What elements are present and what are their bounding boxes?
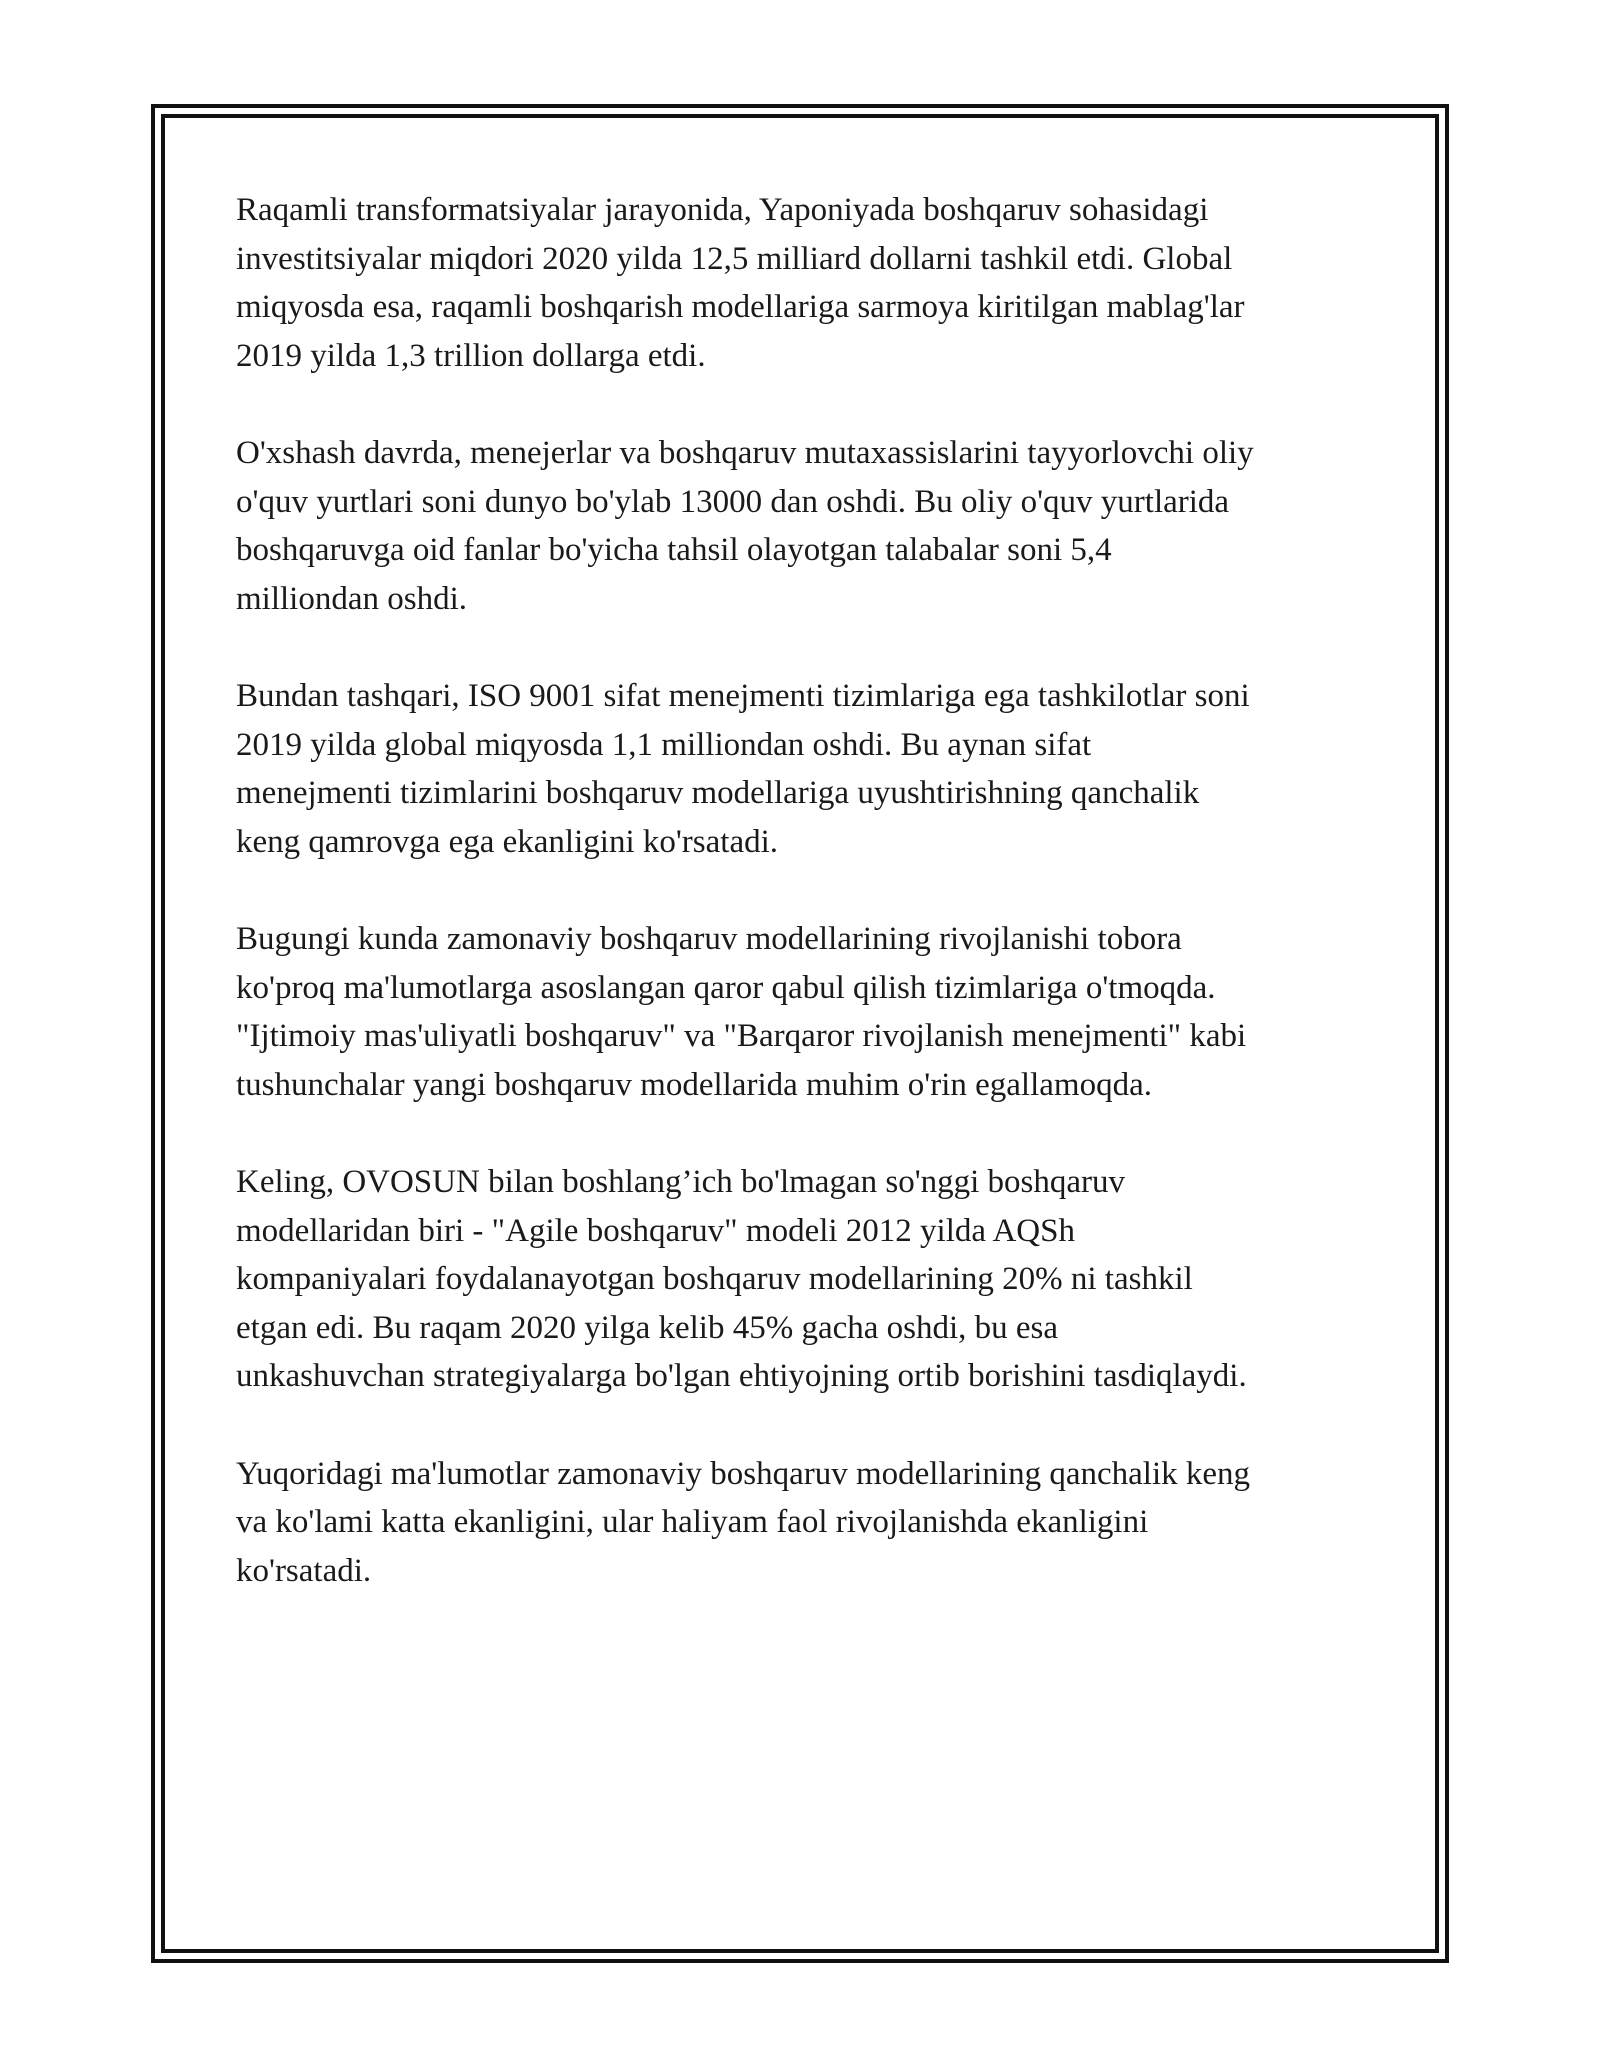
paragraph-3 — [236, 672, 1376, 866]
text-line: O'xshash davrda, menejerlar va boshqaruv mutaxassislarini tayyorlovchi oliy — [236, 435, 1254, 471]
text-line: keng qamrovga ega ekanligini ko'rsatadi. — [236, 823, 779, 860]
text-line: miqyosda esa, raqamli boshqarish modellariga sarmoya kiritilgan mablag'lar — [236, 289, 1245, 325]
document-body — [236, 186, 1376, 1644]
text-line: Yuqoridagi ma'lumotlar zamonaviy boshqaruv modellarining qanchalik keng — [236, 1455, 1251, 1492]
text-line: tushunchalar yangi boshqaruv modellarida muhim o'rin egallamoqda. — [236, 1066, 1152, 1103]
paragraph-5 — [236, 1158, 1376, 1401]
text-line: unkashuvchan strategiyalarga bo'lgan ehtiyojning ortib borishini tasdiqlaydi. — [236, 1358, 1247, 1394]
text-line: ko'proq ma'lumotlarga asoslangan qaror qabul qilish tizimlariga o'tmoqda. — [236, 969, 1216, 1006]
text-line: 2019 yilda global miqyosda 1,1 milliondan oshdi. Bu aynan sifat — [236, 726, 1092, 763]
paragraph-4 — [236, 915, 1376, 1109]
text-line: va ko'lami katta ekanligini, ular haliyam faol rivojlanishda ekanligini — [236, 1504, 1149, 1540]
text-line: o'quv yurtlari soni dunyo bo'ylab 13000 dan oshdi. Bu oliy o'quv yurtlarida — [236, 483, 1230, 520]
text-line: etgan edi. Bu raqam 2020 yilga kelib 45% gacha oshdi, bu esa — [236, 1309, 1059, 1346]
text-line: "Ijtimoiy mas'uliyatli boshqaruv" va "Barqaror rivojlanish menejmenti" kabi — [236, 1018, 1247, 1054]
text-line: milliondan oshdi. — [236, 580, 467, 617]
paragraph-2 — [236, 429, 1376, 623]
text-line: modellaridan biri - "Agile boshqaruv" modeli 2012 yilda AQSh — [236, 1212, 1075, 1249]
text-line: Keling, OVOSUN bilan boshlang’ich bo'lmagan so'nggi boshqaruv — [236, 1164, 1126, 1200]
text-line: boshqaruvga oid fanlar bo'yicha tahsil olayotgan talabalar soni 5,4 — [236, 532, 1112, 568]
text-line: ko'rsatadi. — [236, 1552, 372, 1589]
text-line: Raqamli transformatsiyalar jarayonida, Yaponiyada boshqaruv sohasidagi — [236, 192, 1209, 228]
paragraph-1 — [236, 186, 1376, 380]
paragraph-6 — [236, 1450, 1376, 1596]
text-line: 2019 yilda 1,3 trillion dollarga etdi. — [236, 337, 706, 374]
text-line: investitsiyalar miqdori 2020 yilda 12,5 milliard dollarni tashkil etdi. Global — [236, 240, 1233, 277]
text-line: Bugungi kunda zamonaviy boshqaruv modellarining rivojlanishi tobora — [236, 921, 1182, 957]
text-line: Bundan tashqari, ISO 9001 sifat menejmenti tizimlariga ega tashkilotlar soni — [236, 678, 1250, 714]
text-line: kompaniyalari foydalanayotgan boshqaruv modellarining 20% ni tashkil — [236, 1261, 1193, 1297]
text-line: menejmenti tizimlarini boshqaruv modellariga uyushtirishning qanchalik — [236, 775, 1200, 811]
